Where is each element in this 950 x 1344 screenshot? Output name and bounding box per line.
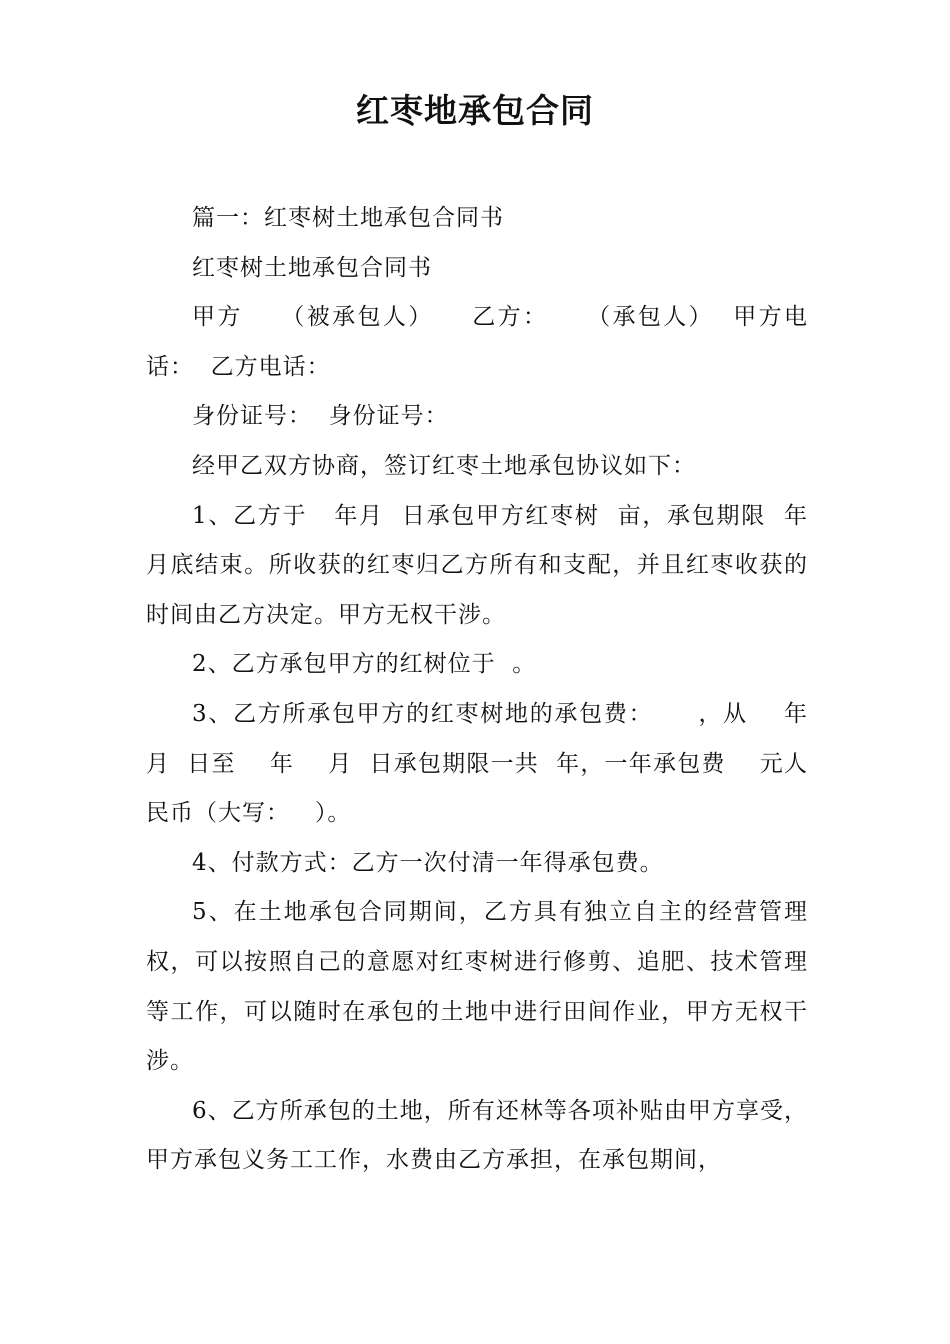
paragraph-clause-6: 6、乙方所承包的土地，所有还林等各项补贴由甲方享受，甲方承包义务工工作，水费由乙方承担，在承包期间，	[146, 1097, 808, 1174]
paragraph-clause-2: 2、乙方承包甲方的红树位于 。	[192, 651, 537, 678]
paragraph-clause-5: 5、在土地承包合同期间，乙方具有独立自主的经营管理权，可以按照自己的意愿对红枣树进行修剪、追肥、技术管理等工作，可以随时在承包的土地中进行田间作业，甲方无权干涉。	[146, 899, 808, 1075]
paragraph-clause-4: 4、付款方式：乙方一次付清一年得承包费。	[192, 849, 664, 876]
paragraph-clause-1: 1、乙方于 年月 日承包甲方红枣树 亩，承包期限 年月底结束。所收获的红枣归乙方所有和支配，并且红枣收获的时间由乙方决定。甲方无权干涉。	[146, 502, 808, 628]
paragraph-agreement-intro: 经甲乙双方协商，签订红枣土地承包协议如下：	[192, 452, 696, 479]
paragraph-section-heading: 篇一：红枣树土地承包合同书	[192, 205, 504, 231]
paragraph-id-numbers: 身份证号： 身份证号：	[192, 403, 449, 430]
paragraph-contract-name: 红枣树土地承包合同书	[192, 254, 432, 281]
paragraph-clause-3: 3、乙方所承包甲方的红枣树地的承包费： ，从 年月 日至 年 月 日承包期限一共 年，一年承包费 元人民币（大写： ）。	[146, 700, 808, 827]
paragraph-parties: 甲方 （被承包人） 乙方： （承包人） 甲方电话： 乙方电话：	[146, 304, 808, 380]
document-body	[146, 194, 808, 1186]
document-title: 红枣地承包合同	[356, 91, 594, 130]
